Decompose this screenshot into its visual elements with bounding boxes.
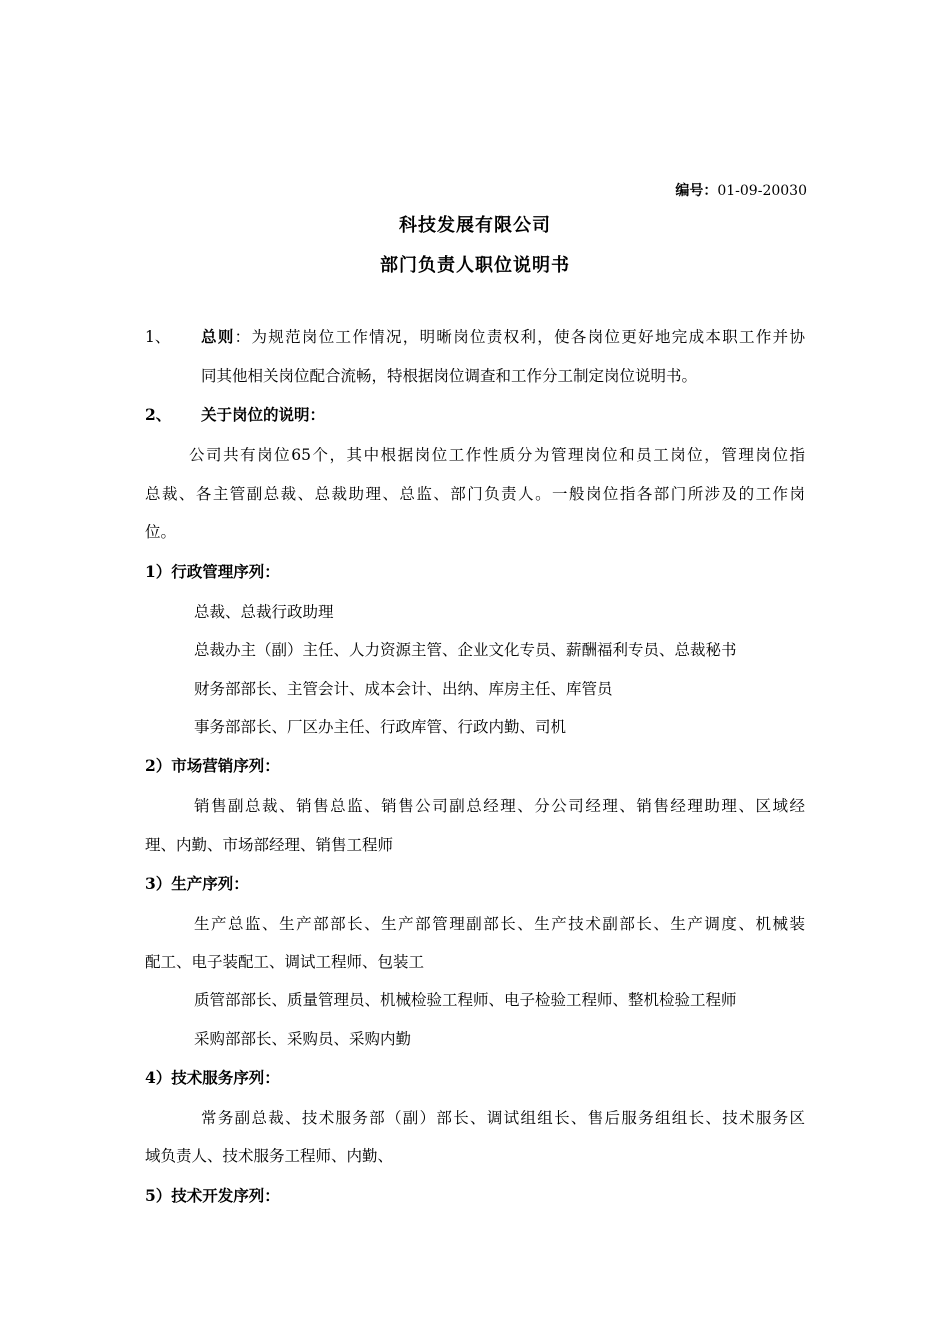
seq-1-number: 1） xyxy=(145,562,172,581)
seq-2-heading xyxy=(145,756,280,776)
section-1-line-1 xyxy=(201,327,805,347)
seq-1-item: 总裁办主（副）主任、人力资源主管、企业文化专员、薪酬福利专员、总裁秘书 xyxy=(194,641,737,659)
seq-1-heading xyxy=(145,562,280,582)
seq-3-heading xyxy=(145,874,249,894)
seq-3-number: 3） xyxy=(145,874,172,893)
seq-5-number: 5） xyxy=(145,1186,172,1205)
seq-2-number: 2） xyxy=(145,756,172,775)
section-2-para-line-2: 总裁、各主管副总裁、总裁助理、总监、部门负责人。一般岗位指各部门所涉及的工作岗 xyxy=(145,485,805,503)
section-2-heading: 关于岗位的说明： xyxy=(201,405,326,424)
document-number xyxy=(675,181,807,201)
seq-4-line-1: 常务副总裁、技术服务部（副）部长、调试组组长、售后服务组组长、技术服务区 xyxy=(201,1109,805,1127)
section-1-number: 1、 xyxy=(145,328,171,346)
seq-3-line-2: 配工、电子装配工、调试工程师、包装工 xyxy=(145,953,425,971)
section-1-text-1: ：为规范岗位工作情况，明晰岗位责权利，使各岗位更好地完成本职工作并协 xyxy=(234,328,805,346)
seq-4-number: 4） xyxy=(145,1068,172,1087)
seq-5-heading xyxy=(145,1186,280,1206)
section-1-heading: 总则 xyxy=(201,327,235,346)
document-title: 部门负责人职位说明书 xyxy=(380,255,570,276)
seq-3-title: 生产序列： xyxy=(171,874,249,893)
seq-1-title: 行政管理序列： xyxy=(171,562,280,581)
seq-3-line-4: 采购部部长、采购员、采购内勤 xyxy=(194,1030,412,1048)
section-1-line-2: 同其他相关岗位配合流畅，特根据岗位调查和工作分工制定岗位说明书。 xyxy=(201,367,698,385)
seq-4-title: 技术服务序列： xyxy=(171,1068,280,1087)
seq-2-line-1: 销售副总裁、销售总监、销售公司副总经理、分公司经理、销售经理助理、区域经 xyxy=(194,797,805,815)
document-number-label: 编号： xyxy=(675,183,718,199)
seq-2-line-2: 理、内勤、市场部经理、销售工程师 xyxy=(145,836,394,854)
seq-4-line-2: 域负责人、技术服务工程师、内勤、 xyxy=(145,1147,394,1165)
section-2-number: 2、 xyxy=(145,405,172,424)
section-2-para-line-1: 公司共有岗位65个，其中根据岗位工作性质分为管理岗位和员工岗位，管理岗位指 xyxy=(189,446,805,464)
seq-3-line-3: 质管部部长、质量管理员、机械检验工程师、电子检验工程师、整机检验工程师 xyxy=(194,991,737,1009)
seq-1-item: 事务部部长、厂区办主任、行政库管、行政内勤、司机 xyxy=(194,718,567,736)
seq-1-item: 总裁、总裁行政助理 xyxy=(194,603,334,621)
seq-1-item: 财务部部长、主管会计、成本会计、出纳、库房主任、库管员 xyxy=(194,680,613,698)
seq-2-title: 市场营销序列： xyxy=(171,756,280,775)
document-number-value: 01-09-20030 xyxy=(717,183,807,199)
seq-3-line-1: 生产总监、生产部部长、生产部管理副部长、生产技术副部长、生产调度、机械装 xyxy=(194,915,805,933)
seq-5-title: 技术开发序列： xyxy=(171,1186,280,1205)
section-2-para-line-3: 位。 xyxy=(145,523,177,541)
company-title: 科技发展有限公司 xyxy=(399,215,551,236)
seq-4-heading xyxy=(145,1068,280,1088)
